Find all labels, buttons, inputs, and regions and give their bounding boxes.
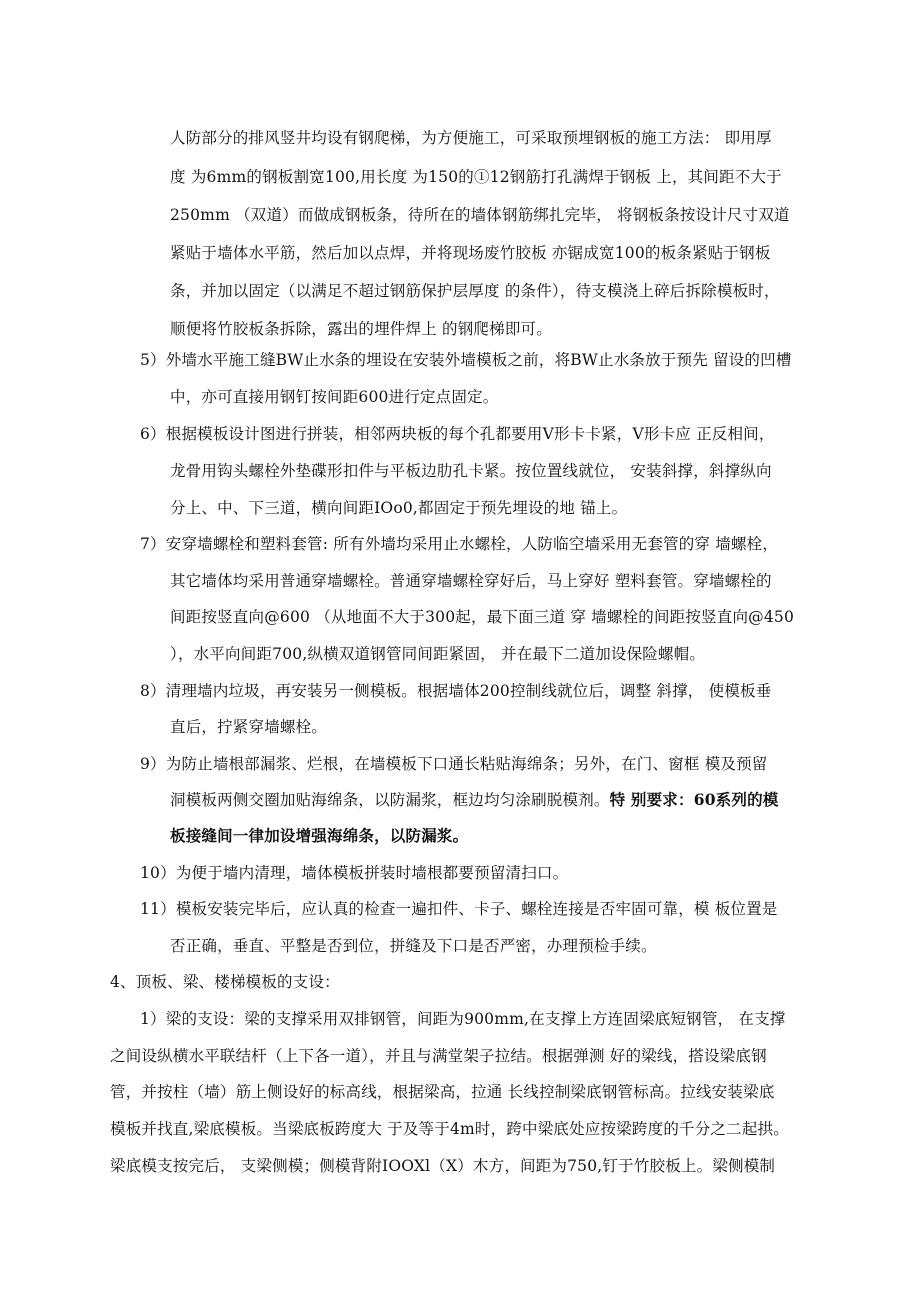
text-line: 管，并按柱（墙）筋上侧设好的标高线，根据梁高，拉通 长线控制梁底钢管标高。拉线安装梁底 <box>110 1083 775 1101</box>
list-item-7: 7）安穿墙螺栓和塑料套管: 所有外墙均采用止水螺栓，人防临空墙采用无套管的穿 墙螺栓， <box>140 535 779 553</box>
text-line: 人防部分的排风竖井均设有钢爬梯，为方便施工，可采取预埋钢板的施工方法： 即用厚 <box>170 129 772 147</box>
list-item-1: 1）梁的支设：梁的支撑采用双排钢管，间距为900mm,在支撑上方连固梁底短钢管， 在支撑 <box>140 1010 786 1028</box>
list-item-5: 5）外墙水平施工缝BW止水条的埋设在安装外墙模板之前，将BW止水条放于预先 留设的凹槽 <box>140 351 792 369</box>
text-line: 中，亦可直接用钢钉按间距600进行定点固定。 <box>170 388 499 406</box>
text-line <box>170 790 778 810</box>
text-line: ），水平向间距700,纵横双道钢管同间距紧固， 并在最下二道加设保险螺帽。 <box>170 645 706 663</box>
text-line: 否正确，垂直、平整是否到位，拼缝及下口是否严密，办理预检手续。 <box>170 937 657 955</box>
list-item-9: 9）为防止墙根部漏浆、烂根，在墙模板下口通长粘贴海绵条；另外，在门、窗框 模及预留 <box>140 755 768 773</box>
list-item-10: 10）为便于墙内清理，墙体模板拼装时墙根都要预留清扫口。 <box>140 864 569 882</box>
text-line: 间距按竖直向@600 （从地面不大于300起，最下面三道 穿 墙螺栓的间距按竖直向@450 <box>170 608 795 626</box>
special-requirement-text: 特 别要求：60系列的模 <box>609 790 779 809</box>
text-line: 紧贴于墙体水平筋，然后加以点焊，并将现场废竹胶板 亦锯成宽100的板条紧贴于钢板 <box>170 244 771 262</box>
text-line: 梁底模支按完后， 支梁侧模；侧模背附IOOXl（X）木方，间距为750,钉于竹胶板上。梁侧模制 <box>110 1157 776 1175</box>
text-line: 条，并加以固定（以满足不超过钢筋保护层厚度 的条件），待支模浇上碎后拆除模板时， <box>170 282 780 300</box>
list-item-8: 8）清理墙内垃圾，再安装另一侧模板。根据墙体200控制线就位后，调整 斜撑， 使模板垂 <box>140 682 772 700</box>
text-line: 250mm （双道）而做成钢板条，待所在的墙体钢筋绑扎完毕， 将钢板条按设计尺寸双道 <box>170 206 790 224</box>
special-requirement-text: 板接缝间一律加设增强海绵条，以防漏浆。 <box>170 826 469 845</box>
text-line: 龙骨用钩头螺栓外垫碟形扣件与平板边肋孔卡紧。按位置线就位， 安装斜撑，斜撑纵向 <box>170 462 772 480</box>
text-line: 直后，拧紧穿墙螺栓。 <box>170 718 328 736</box>
text-line: 其它墙体均采用普通穿墙螺栓。普通穿墙螺栓穿好后，马上穿好 塑料套管。穿墙螺栓的 <box>170 572 772 590</box>
section-heading: 4、顶板、梁、楼梯模板的支设： <box>110 973 340 991</box>
text-line: 度 为6mm的钢板割宽100,用长度 为150的①12钢筋打孔满焊于钢板 上，其间距不大于 <box>170 168 782 186</box>
text-line: 分上、中、下三道，横向间距IOo0,都固定于预先埋设的地 锚上。 <box>170 499 628 517</box>
text-line: 之间设纵横水平联结杆（上下各一道），并且与满堂架子拉结。根据弹测 好的梁线，搭设梁底钢 <box>110 1047 767 1065</box>
text-segment: 洞模板两侧交圈加贴海绵条，以防漏浆，框边均匀涂刷脱模剂。 <box>170 791 610 809</box>
list-item-6: 6）根据模板设计图进行拼装，相邻两块板的每个孔都要用V形卡卡紧，V形卡应 正反相间， <box>140 425 775 443</box>
text-line: 顺便将竹胶板条拆除，露出的埋件焊上 的钢爬梯即可。 <box>170 320 552 338</box>
list-item-11: 11）模板安装完毕后，应认真的检查一遍扣件、卡子、螺栓连接是否牢固可靠，模 板位置是 <box>140 900 778 918</box>
text-line: 模板并找直,梁底模板。当梁底板跨度大 于及等于4m时，跨中梁底处应按梁跨度的千分之二起拱。 <box>110 1120 789 1138</box>
